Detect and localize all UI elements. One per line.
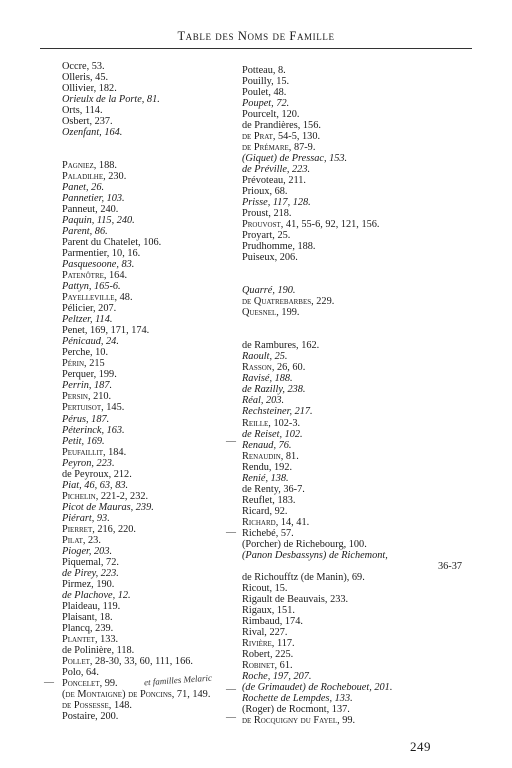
index-entry: Olleris, 45. — [62, 72, 109, 84]
index-entry: Occre, 53. — [62, 61, 105, 72]
section-gap — [242, 274, 462, 285]
index-entry: Poncelet, 99. — [62, 677, 118, 689]
index-entry: Réal, 203. — [242, 395, 285, 407]
index-entry: Penet, 169, 171, 174. — [62, 325, 150, 337]
section-gap — [242, 318, 462, 329]
index-entry: (de Montaigne) de Poncins, 71, 149. — [62, 688, 211, 700]
header-rule — [40, 48, 472, 49]
index-entry: Proust, 218. — [242, 208, 292, 220]
index-entry: Rasson, 26, 60. — [242, 362, 306, 374]
index-entry: de Peyroux, 212. — [62, 468, 132, 480]
index-entry: Renaudin, 81. — [242, 450, 299, 462]
index-entry: Orts, 114. — [62, 105, 103, 117]
index-entry: (Giquet) de Pressac, 153. — [242, 153, 348, 165]
index-entry: Plaisant, 18. — [62, 611, 113, 623]
index-entry: Roche, 197, 207. — [242, 670, 312, 682]
right-column — [242, 65, 462, 726]
index-entry: de Polinière, 118. — [62, 644, 135, 656]
margin-mark: — — [44, 677, 54, 688]
index-entry: de Plachove, 12. — [62, 589, 131, 601]
index-entry: Payelleville, 48. — [62, 292, 133, 304]
index-entry: Piérart, 93. — [62, 512, 110, 524]
index-entry: Parent, 86. — [62, 226, 108, 238]
index-entry: de Pirey, 223. — [62, 567, 119, 579]
index-entry: Prisse, 117, 128. — [242, 197, 311, 209]
index-entry: Picot de Mauras, 239. — [62, 501, 154, 513]
index-entry: de Quatrebarbes, 229. — [242, 296, 335, 308]
index-entry: de Razilly, 238. — [242, 384, 306, 396]
index-entry: Postaire, 200. — [62, 710, 119, 722]
index-entry: Pérus, 187. — [62, 413, 110, 425]
index-entry: Ravisé, 188. — [242, 373, 293, 385]
index-entry: Rendu, 192. — [242, 461, 293, 473]
index-entry: Parmentier, 10, 16. — [62, 248, 141, 260]
index-entry: Pierret, 216, 220. — [62, 523, 136, 535]
index-entry: Proyart, 25. — [242, 230, 291, 242]
index-entry: Panneut, 240. — [62, 204, 119, 216]
index-entry: de Richoufftz (de Manin), 69. — [242, 571, 365, 583]
index-entry: Pioger, 203. — [62, 545, 113, 557]
index-entry: Prioux, 68. — [242, 186, 288, 198]
index-entry: de Rambures, 162. — [242, 340, 320, 352]
index-entry: Plantet, 133. — [62, 633, 119, 645]
margin-mark: — — [226, 712, 236, 723]
page-number: 249 — [410, 739, 431, 754]
index-entry: Plaideau, 119. — [62, 600, 121, 612]
index-entry: Pilat, 23. — [62, 534, 101, 546]
index-entry: Rechsteiner, 217. — [242, 406, 313, 418]
page-header: Table des Noms de Famille — [177, 29, 335, 43]
index-entry: Pouilly, 15. — [242, 76, 290, 88]
handwritten-note: et familles Melaric — [143, 672, 213, 688]
index-entry: Ollivier, 182. — [62, 83, 117, 95]
index-entry: (Porcher) de Richebourg, 100. — [242, 538, 367, 550]
index-entry: de Rocquigny du Fayel, 99. — [242, 714, 356, 726]
index-entry: Perquer, 199. — [62, 369, 117, 381]
index-entry: Prouvost, 41, 55-6, 92, 121, 156. — [242, 219, 380, 231]
index-entry: Quarré, 190. — [242, 285, 296, 297]
index-entry: Rigaux, 151. — [242, 604, 295, 616]
index-entry: Ozenfant, 164. — [62, 127, 123, 139]
index-entry: Panet, 26. — [62, 182, 105, 194]
index-entry: Pichelin, 221-2, 232. — [62, 490, 149, 502]
index-entry: Potteau, 8. — [242, 65, 286, 76]
index-entry: Perche, 10. — [62, 347, 109, 359]
index-entry: Parent du Chatelet, 106. — [62, 237, 162, 249]
index-entry: de Possesse, 148. — [62, 699, 132, 711]
index-entry: de Prandières, 156. — [242, 120, 321, 132]
index-entry: Pasquesoone, 83. — [62, 259, 135, 271]
index-entry: Peufaillit, 184. — [62, 446, 127, 458]
index-entry: Rochette de Lempdes, 133. — [242, 692, 353, 704]
index-entry: Piat, 46, 63, 83. — [62, 479, 129, 491]
index-entry: Pertuisot, 145. — [62, 402, 125, 414]
index-entry: Pélicier, 207. — [62, 303, 117, 315]
margin-mark: — — [226, 527, 236, 538]
index-entry: Ricard, 92. — [242, 505, 288, 517]
index-entry: Osbert, 237. — [62, 116, 113, 128]
index-entry: (Panon Desbassyns) de Richemont, — [242, 549, 388, 561]
index-entry: Prévoteau, 211. — [242, 175, 306, 187]
index-entry: de Prémare, 87-9. — [242, 142, 316, 154]
index-entry: Périn, 215 — [62, 358, 105, 370]
index-entry: (Roger) de Rocmont, 137. — [242, 703, 350, 715]
index-entry: Prudhomme, 188. — [242, 241, 316, 253]
index-entry: Pannetier, 103. — [62, 193, 125, 205]
index-entry: de Renty, 36-7. — [242, 483, 305, 495]
index-entry: Péterinck, 163. — [62, 424, 125, 436]
index-entry: Perrin, 187. — [62, 380, 113, 392]
index-entry: Petit, 169. — [62, 435, 105, 447]
index-entry: Rivière, 117. — [242, 637, 295, 649]
index-entry: Patenôtre, 164. — [62, 270, 128, 282]
section-gap — [242, 329, 462, 340]
index-entry: Poulet, 48. — [242, 87, 287, 99]
margin-mark: — — [226, 436, 236, 447]
index-entry: Piquemal, 72. — [62, 556, 119, 568]
index-entry: Pirmez, 190. — [62, 578, 115, 590]
index-entry: Renié, 138. — [242, 472, 289, 484]
index-entry: Poupet, 72. — [242, 98, 290, 110]
index-entry: Ricout, 15. — [242, 582, 288, 594]
margin-mark: — — [226, 684, 236, 695]
index-entry: Peyron, 223. — [62, 457, 115, 469]
index-entry: (de Grimaudet) de Rochebouet, 201. — [242, 681, 393, 693]
index-entry: de Prat, 54-5, 130. — [242, 131, 321, 143]
left-column — [62, 61, 210, 722]
index-entry: Robinet, 61. — [242, 659, 293, 671]
index-entry: Polo, 64. — [62, 666, 99, 678]
index-entry: Raoult, 25. — [242, 351, 288, 363]
index-entry: Rimbaud, 174. — [242, 615, 303, 627]
index-entry: Quesnel, 199. — [242, 307, 300, 319]
index-entry: Rival, 227. — [242, 626, 288, 638]
section-gap — [242, 263, 462, 274]
index-entry: Peltzer, 114. — [62, 314, 113, 326]
index-entry: Pénicaud, 24. — [62, 336, 119, 348]
index-entry: Orieulx de la Porte, 81. — [62, 94, 160, 106]
index-entry: Reuflet, 183. — [242, 494, 296, 506]
index-entry: Reille, 102-3. — [242, 417, 301, 429]
index-entry: 36-37 — [437, 560, 462, 572]
index-entry: Rigault de Beauvais, 233. — [242, 593, 349, 605]
index-entry: Richebé, 57. — [242, 527, 294, 539]
index-entry: Persin, 210. — [62, 391, 112, 403]
index-entry: Renaud, 76. — [242, 439, 292, 451]
index-entry: Puiseux, 206. — [242, 252, 298, 264]
index-entry: Richard, 14, 41. — [242, 516, 310, 528]
index-entry: Pattyn, 165-6. — [62, 281, 121, 293]
index-entry: Pagniez, 188. — [62, 160, 117, 172]
index-entry: de Reiset, 102. — [242, 428, 303, 440]
index-entry: de Préville, 223. — [242, 164, 311, 176]
index-entry: Pourcelt, 120. — [242, 109, 300, 121]
index-entry: Paladilhe, 230. — [62, 171, 127, 183]
index-entry: Paquin, 115, 240. — [62, 215, 135, 227]
index-entry: Pollet, 28-30, 33, 60, 111, 166. — [62, 655, 193, 667]
index-entry: Robert, 225. — [242, 648, 294, 660]
section-gap — [62, 138, 210, 149]
index-entry: Plancq, 239. — [62, 622, 114, 634]
section-gap — [62, 149, 210, 160]
